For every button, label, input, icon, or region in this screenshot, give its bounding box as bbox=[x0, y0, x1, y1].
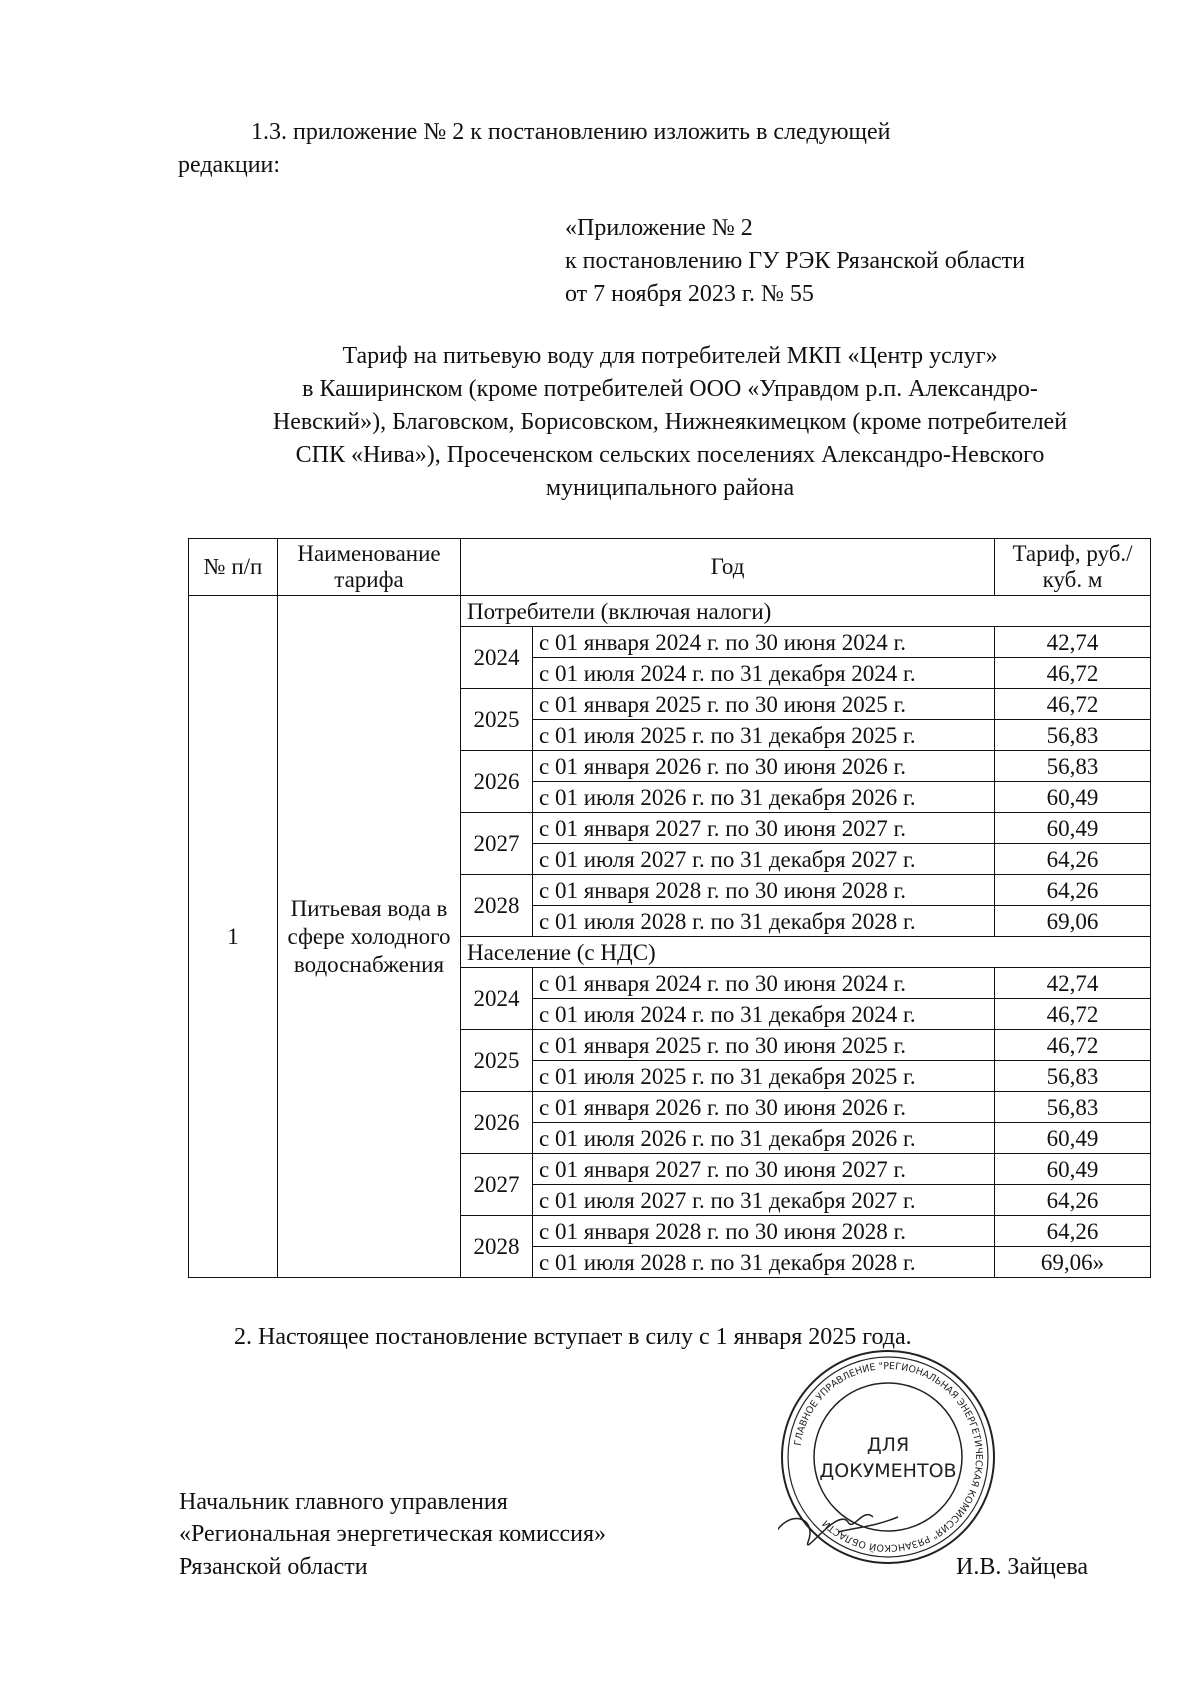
tariff-value: 46,72 bbox=[995, 658, 1151, 689]
tariff-value: 46,72 bbox=[995, 999, 1151, 1030]
year-cell: 2025 bbox=[461, 1030, 533, 1092]
period-cell: с 01 января 2025 г. по 30 июня 2025 г. bbox=[533, 1030, 995, 1061]
year-cell: 2024 bbox=[461, 627, 533, 689]
year-cell: 2024 bbox=[461, 968, 533, 1030]
table-header-row bbox=[189, 539, 1151, 596]
tariff-value: 64,26 bbox=[995, 844, 1151, 875]
tariff-value: 60,49 bbox=[995, 1123, 1151, 1154]
period-cell: с 01 января 2026 г. по 30 июня 2026 г. bbox=[533, 1092, 995, 1123]
signatory-line3: Рязанской области bbox=[179, 1554, 368, 1580]
period-cell: с 01 июля 2024 г. по 31 декабря 2024 г. bbox=[533, 658, 995, 689]
period-cell: с 01 января 2028 г. по 30 июня 2028 г. bbox=[533, 875, 995, 906]
tariff-name: Питьевая вода в сфере холодного водоснабжения bbox=[278, 596, 461, 1278]
header-name: Наименование тарифа bbox=[278, 539, 461, 596]
tariff-value: 60,49 bbox=[995, 1154, 1151, 1185]
period-cell: с 01 июля 2024 г. по 31 декабря 2024 г. bbox=[533, 999, 995, 1030]
signatory-line2: «Региональная энергетическая комиссия» bbox=[179, 1521, 607, 1547]
title-line: в Каширинском (кроме потребителей ООО «Управдом р.п. Александро- bbox=[302, 376, 1038, 402]
title-line: муниципального района bbox=[545, 475, 795, 501]
tariff-value: 42,74 bbox=[995, 968, 1151, 999]
period-cell: с 01 января 2027 г. по 30 июня 2027 г. bbox=[533, 813, 995, 844]
section-label: Потребители (включая налоги) bbox=[461, 596, 1151, 627]
appendix-line3: от 7 ноября 2023 г. № 55 bbox=[565, 281, 814, 307]
row-number: 1 bbox=[189, 596, 278, 1278]
year-cell: 2028 bbox=[461, 1216, 533, 1278]
stamp-center-line1: ДЛЯ bbox=[866, 1434, 910, 1456]
tariff-value: 46,72 bbox=[995, 689, 1151, 720]
period-cell: с 01 июля 2028 г. по 31 декабря 2028 г. bbox=[533, 906, 995, 937]
period-cell: с 01 января 2024 г. по 30 июня 2024 г. bbox=[533, 968, 995, 999]
tariff-value: 60,49 bbox=[995, 782, 1151, 813]
period-cell: с 01 января 2024 г. по 30 июня 2024 г. bbox=[533, 627, 995, 658]
year-cell: 2026 bbox=[461, 751, 533, 813]
appendix-line2: к постановлению ГУ РЭК Рязанской области bbox=[565, 248, 1025, 274]
period-cell: с 01 июля 2026 г. по 31 декабря 2026 г. bbox=[533, 782, 995, 813]
tariff-value: 60,49 bbox=[995, 813, 1151, 844]
tariff-value: 69,06» bbox=[995, 1247, 1151, 1278]
period-cell: с 01 июля 2025 г. по 31 декабря 2025 г. bbox=[533, 720, 995, 751]
signatory-name: И.В. Зайцева bbox=[956, 1554, 1089, 1580]
clause-1-3-line1: 1.3. приложение № 2 к постановлению изложить в следующей bbox=[251, 119, 891, 145]
official-stamp bbox=[778, 1347, 998, 1567]
tariff-value: 46,72 bbox=[995, 1030, 1151, 1061]
title-line: СПК «Нива»), Просеченском сельских поселениях Александро-Невского bbox=[295, 442, 1045, 468]
period-cell: с 01 января 2025 г. по 30 июня 2025 г. bbox=[533, 689, 995, 720]
header-num: № п/п bbox=[189, 539, 278, 596]
period-cell: с 01 января 2026 г. по 30 июня 2026 г. bbox=[533, 751, 995, 782]
clause-1-3-line2: редакции: bbox=[178, 152, 281, 178]
tariff-value: 69,06 bbox=[995, 906, 1151, 937]
stamp-ring-text: ГЛАВНОЕ УПРАВЛЕНИЕ "РЕГИОНАЛЬНАЯ ЭНЕРГЕТИЧЕСКАЯ КОМИССИЯ" РЯЗАНСКОЙ ОБЛАСТИ bbox=[792, 1360, 985, 1554]
title-line: Невский»), Благовском, Борисовском, Нижнеякимецком (кроме потребителей bbox=[272, 409, 1068, 435]
tariff-value: 56,83 bbox=[995, 751, 1151, 782]
tariff-value: 64,26 bbox=[995, 1185, 1151, 1216]
period-cell: с 01 июля 2025 г. по 31 декабря 2025 г. bbox=[533, 1061, 995, 1092]
section-label: Население (с НДС) bbox=[461, 937, 1151, 968]
year-cell: 2027 bbox=[461, 1154, 533, 1216]
period-cell: с 01 июля 2027 г. по 31 декабря 2027 г. bbox=[533, 844, 995, 875]
title-line: Тариф на питьевую воду для потребителей МКП «Центр услуг» bbox=[342, 343, 998, 369]
tariff-value: 56,83 bbox=[995, 1061, 1151, 1092]
year-cell: 2028 bbox=[461, 875, 533, 937]
year-cell: 2026 bbox=[461, 1092, 533, 1154]
year-cell: 2025 bbox=[461, 689, 533, 751]
period-cell: с 01 июля 2026 г. по 31 декабря 2026 г. bbox=[533, 1123, 995, 1154]
year-cell: 2027 bbox=[461, 813, 533, 875]
tariff-table bbox=[188, 538, 1151, 1278]
tariff-value: 64,26 bbox=[995, 1216, 1151, 1247]
document-title bbox=[170, 340, 1170, 505]
section-row bbox=[189, 596, 1151, 627]
stamp-center-line2: ДОКУМЕНТОВ bbox=[819, 1460, 957, 1482]
header-year: Год bbox=[461, 539, 995, 596]
clause-2: 2. Настоящее постановление вступает в силу с 1 января 2025 года. bbox=[234, 1324, 912, 1350]
signatory-line1: Начальник главного управления bbox=[179, 1489, 508, 1515]
period-cell: с 01 июля 2027 г. по 31 декабря 2027 г. bbox=[533, 1185, 995, 1216]
appendix-line1: «Приложение № 2 bbox=[565, 215, 753, 241]
tariff-value: 42,74 bbox=[995, 627, 1151, 658]
tariff-value: 56,83 bbox=[995, 1092, 1151, 1123]
period-cell: с 01 января 2027 г. по 30 июня 2027 г. bbox=[533, 1154, 995, 1185]
header-tariff: Тариф, руб./куб. м bbox=[995, 539, 1151, 596]
tariff-value: 56,83 bbox=[995, 720, 1151, 751]
tariff-value: 64,26 bbox=[995, 875, 1151, 906]
period-cell: с 01 января 2028 г. по 30 июня 2028 г. bbox=[533, 1216, 995, 1247]
period-cell: с 01 июля 2028 г. по 31 декабря 2028 г. bbox=[533, 1247, 995, 1278]
